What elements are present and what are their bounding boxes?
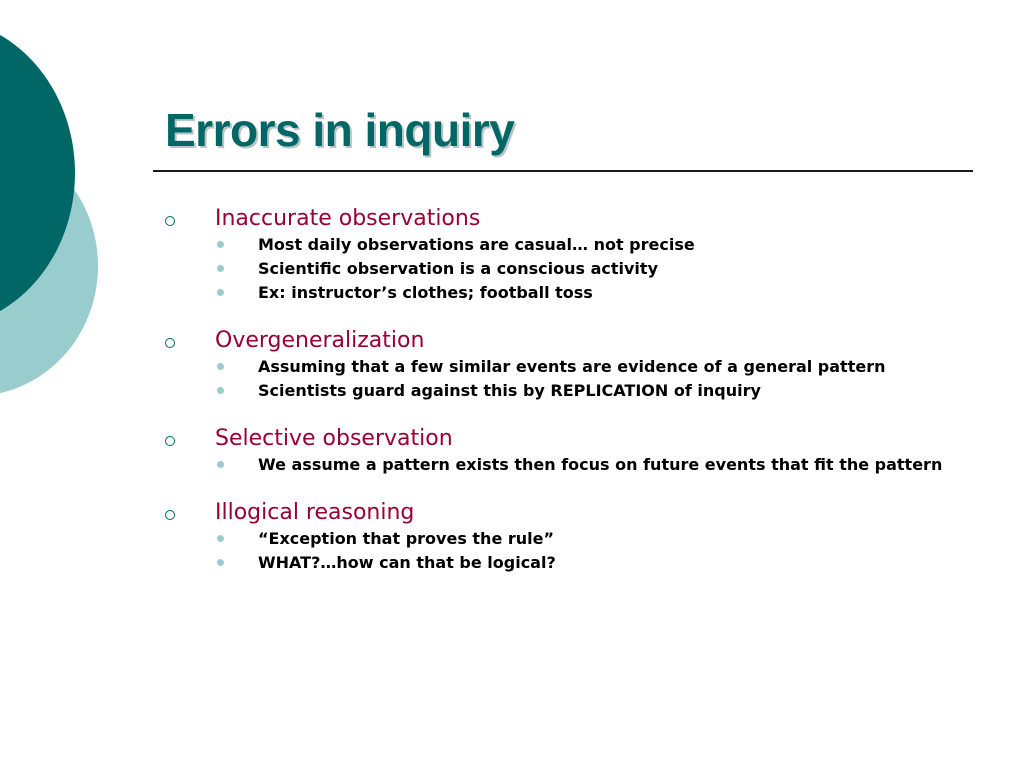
hollow-circle-bullet-icon [165, 436, 175, 446]
dot-bullet-icon [217, 265, 224, 272]
hollow-circle-bullet-icon [165, 216, 175, 226]
topic-label: Inaccurate observations [215, 206, 481, 231]
point-item [215, 357, 963, 376]
dot-bullet-icon [217, 387, 224, 394]
topic-item [163, 325, 963, 400]
topic-label: Overgeneralization [215, 328, 425, 353]
slide-title: Errors in inquiry [165, 104, 515, 156]
point-item [215, 235, 963, 254]
dot-bullet-icon [217, 535, 224, 542]
point-list [215, 357, 963, 400]
topic-label: Illogical reasoning [215, 500, 415, 525]
point-item [215, 529, 963, 548]
topic-item [163, 423, 963, 474]
point-text: Scientific observation is a conscious activity [258, 259, 658, 278]
point-item [215, 455, 963, 474]
dot-bullet-icon [217, 363, 224, 370]
title-divider [153, 170, 973, 172]
point-text: “Exception that proves the rule” [258, 529, 554, 548]
dot-bullet-icon [217, 559, 224, 566]
hollow-circle-bullet-icon [165, 510, 175, 520]
point-text: Ex: instructor’s clothes; football toss [258, 283, 593, 302]
point-text: Most daily observations are casual… not precise [258, 235, 695, 254]
point-list [215, 455, 963, 474]
hollow-circle-bullet-icon [165, 338, 175, 348]
dot-bullet-icon [217, 241, 224, 248]
dot-bullet-icon [217, 461, 224, 468]
point-item [215, 259, 963, 278]
topic-item [163, 497, 963, 572]
point-item [215, 283, 963, 302]
topic-item [163, 203, 963, 302]
point-item [215, 553, 963, 572]
dot-bullet-icon [217, 289, 224, 296]
topic-label: Selective observation [215, 426, 453, 451]
point-text: WHAT?…how can that be logical? [258, 553, 556, 572]
point-text: Scientists guard against this by REPLICATION of inquiry [258, 381, 761, 400]
point-list [215, 235, 963, 302]
point-text: Assuming that a few similar events are evidence of a general pattern [258, 357, 886, 376]
topic-list [163, 203, 963, 595]
point-list [215, 529, 963, 572]
point-item [215, 381, 963, 400]
point-text: We assume a pattern exists then focus on future events that fit the pattern [258, 455, 943, 474]
